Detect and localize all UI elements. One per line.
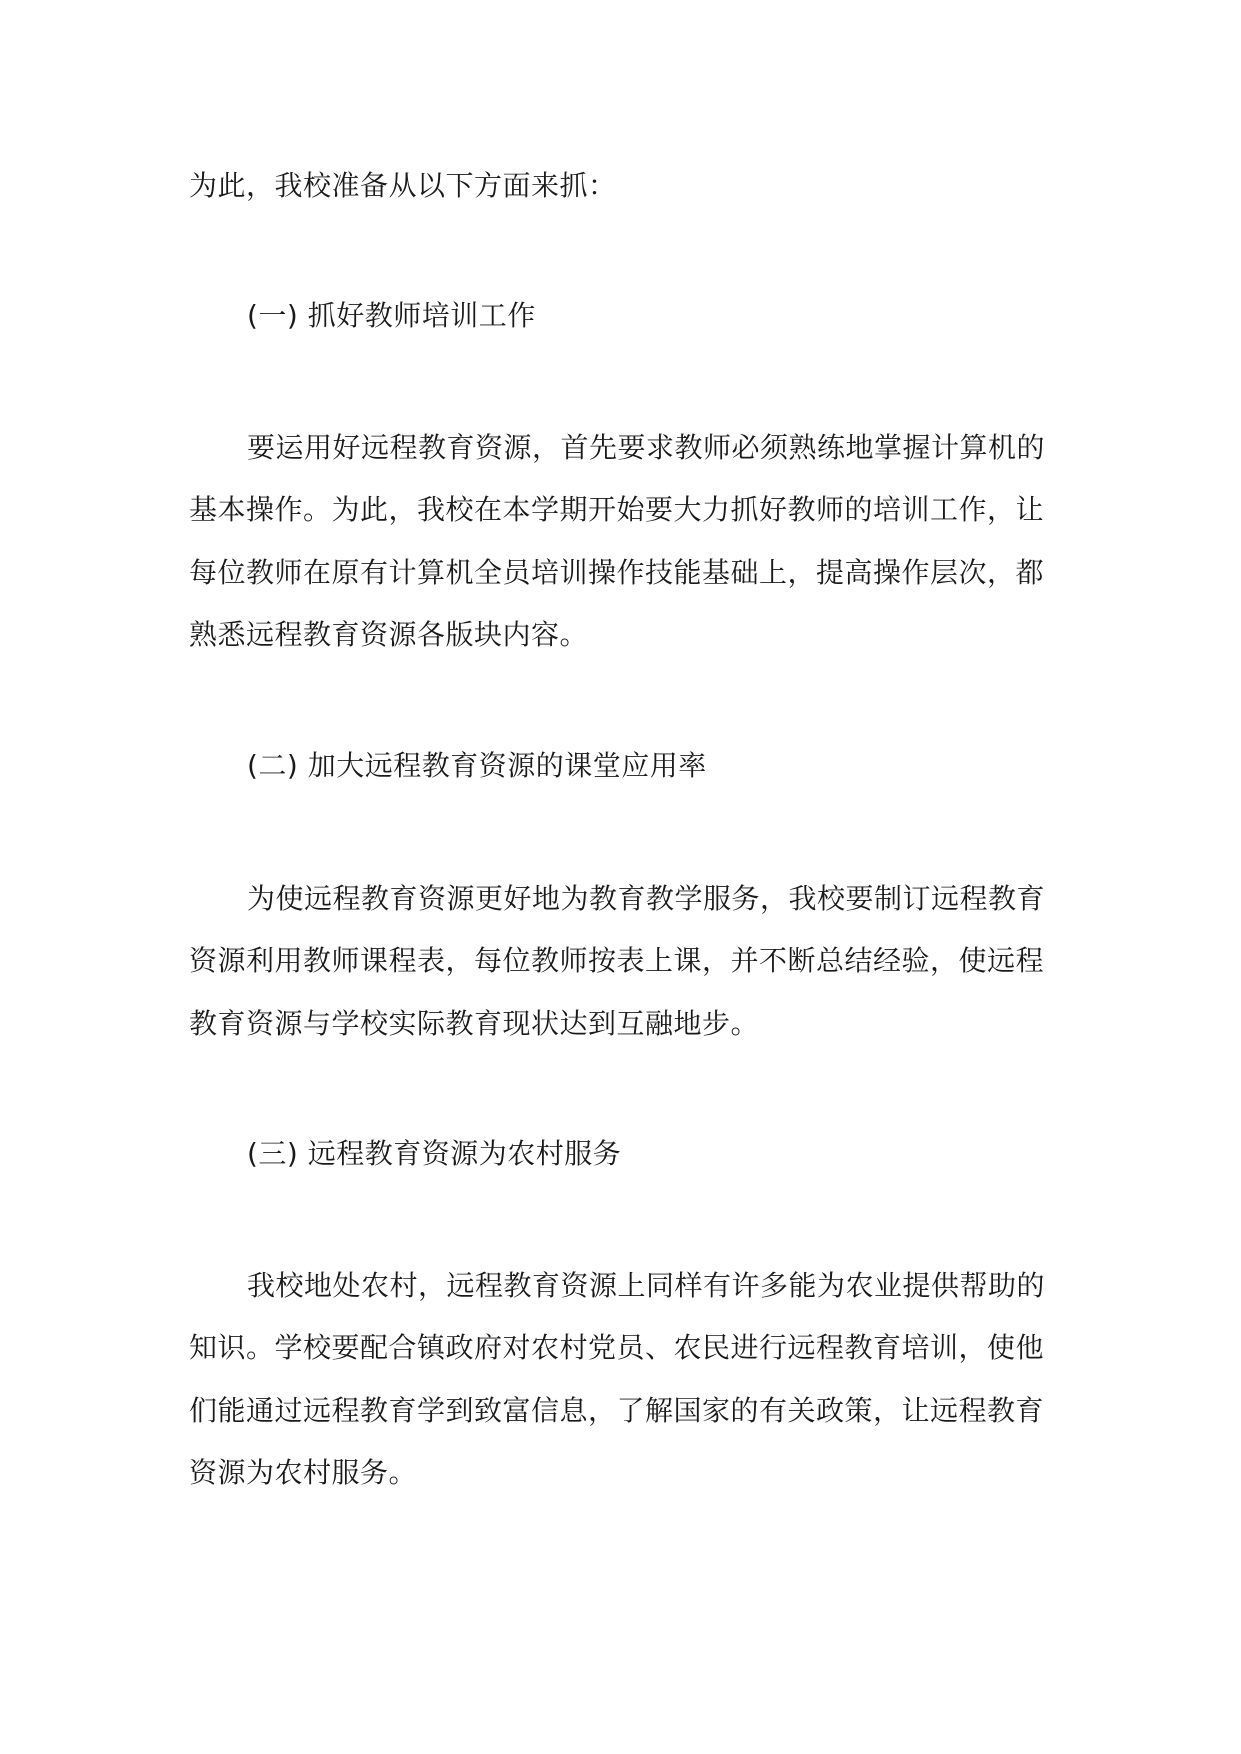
paragraph-line: 基本操作。为此，我校在本学期开始要大力抓好教师的培训工作，让	[189, 493, 1045, 526]
paragraph-line: 资源为农村服务。	[189, 1456, 418, 1489]
paragraph-line: 知识。学校要配合镇政府对农村党员、农民进行远程教育培训，使他	[189, 1331, 1045, 1364]
paragraph-line: 熟悉远程教育资源各版块内容。	[189, 618, 589, 651]
section-heading-2: (二) 加大远程教育资源的课堂应用率	[247, 749, 707, 782]
section-heading-1: (一) 抓好教师培训工作	[247, 299, 536, 332]
section-heading-3: (三) 远程教育资源为农村服务	[247, 1137, 622, 1170]
paragraph-line: 要运用好远程教育资源，首先要求教师必须熟练地掌握计算机的	[247, 431, 1046, 464]
paragraph-line: 教育资源与学校实际教育现状达到互融地步。	[189, 1007, 760, 1040]
paragraph-line: 每位教师在原有计算机全员培训操作技能基础上，提高操作层次，都	[189, 556, 1045, 589]
paragraph-line: 我校地处农村，远程教育资源上同样有许多能为农业提供帮助的	[247, 1269, 1046, 1302]
paragraph-line: 资源利用教师课程表，每位教师按表上课，并不断总结经验，使远程	[189, 944, 1045, 977]
paragraph-line: 们能通过远程教育学到致富信息，了解国家的有关政策，让远程教育	[189, 1394, 1045, 1427]
intro-paragraph: 为此，我校准备从以下方面来抓：	[189, 169, 617, 202]
paragraph-line: 为使远程教育资源更好地为教育教学服务，我校要制订远程教育	[247, 882, 1046, 915]
